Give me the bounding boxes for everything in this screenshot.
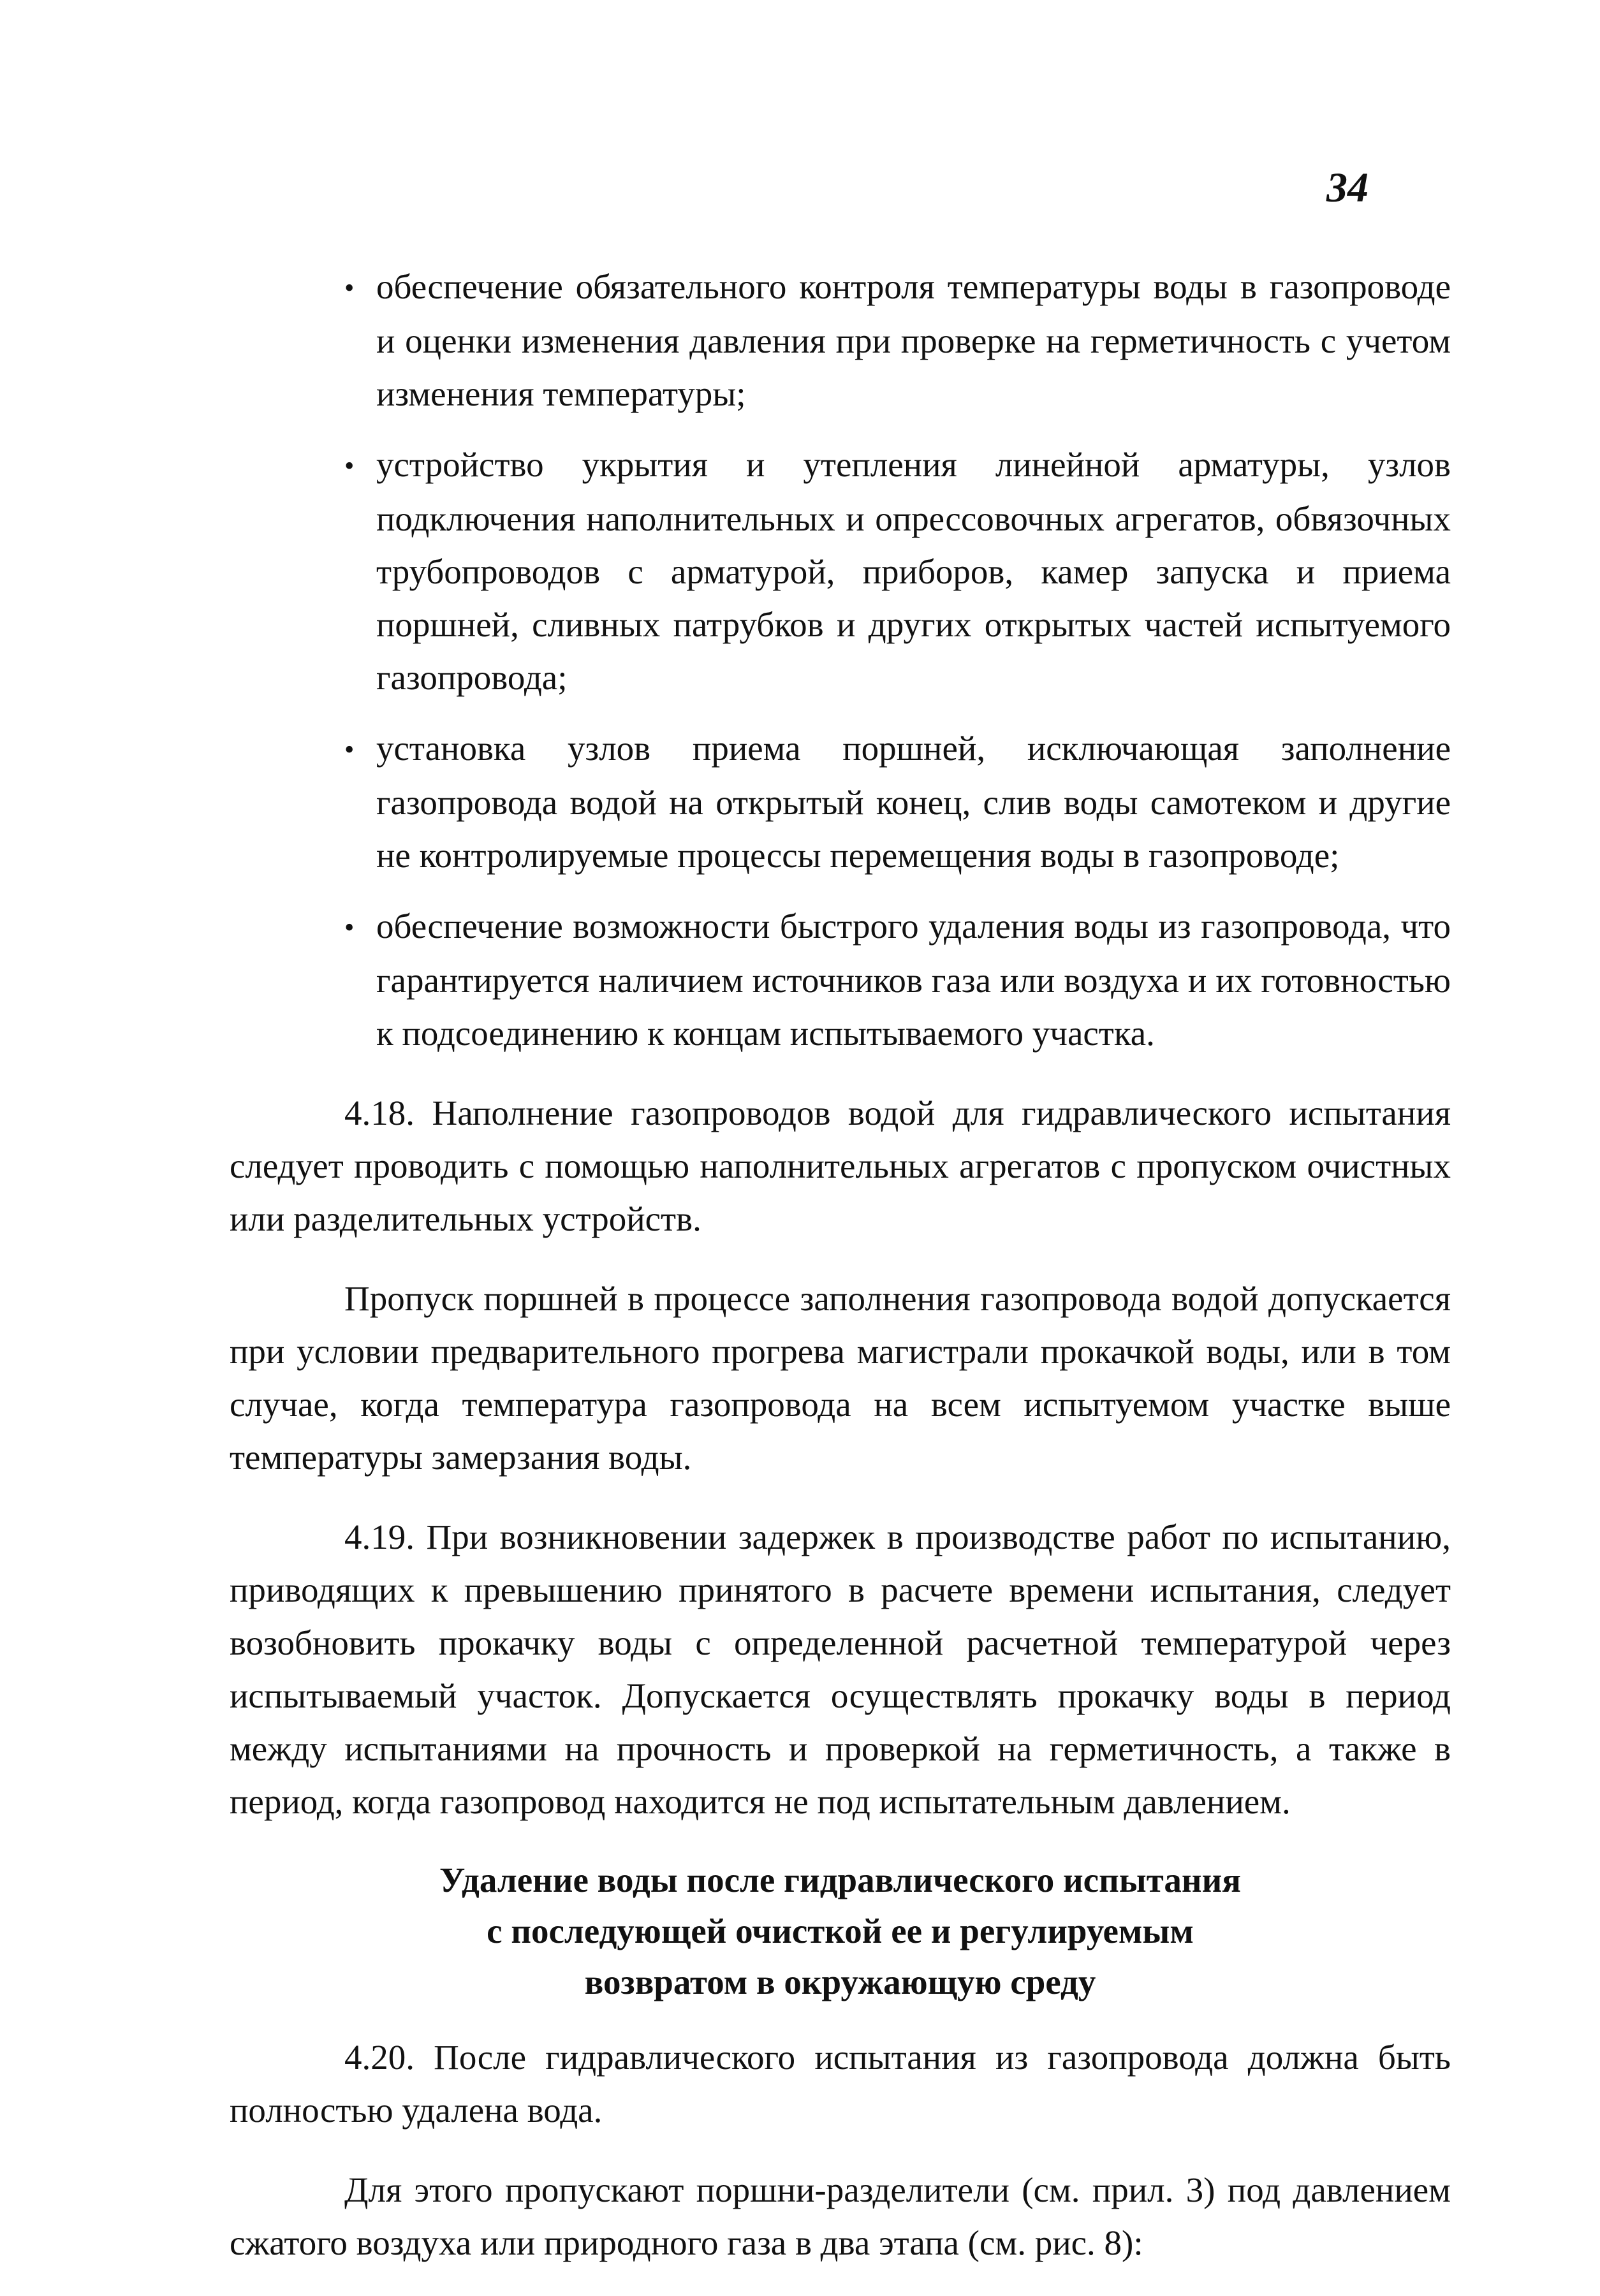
bullet-icon: • xyxy=(344,734,355,765)
bullet-icon: • xyxy=(344,450,355,481)
paragraph-method: Для этого пропускают поршни-разделители (см. прил. 3) под давлением сжатого воздуха или природного газа в два этапа (см. рис. 8): xyxy=(230,2170,1451,2262)
paragraph-4-20: 4.20. После гидравлического испытания из газопровода должна быть полностью удалена вода. xyxy=(230,2038,1451,2130)
section-heading xyxy=(230,1855,1451,2008)
heading-line: возвратом в окружающую среду xyxy=(584,1963,1096,2001)
paragraph-4-19: 4.19. При возникновении задержек в производстве работ по испытанию, приводящих к превышению принятого в расчете времени испытания, следует возобновить прокачку воды с определенной расчетной температурой через испытываемый участок. Допускается осуществлять прокачку воды в период между испытаниями на прочность и проверкой на герметичность, а также в период, когда газопровод находится не под испытательным давлением. xyxy=(230,1517,1451,1821)
heading-line: Удаление воды после гидравлического испытания xyxy=(439,1861,1242,1899)
list-item xyxy=(230,260,1451,420)
heading-line: с последующей очисткой ее и регулируемым xyxy=(487,1912,1194,1950)
list-item xyxy=(230,722,1451,882)
paragraph-piston-pass: Пропуск поршней в процессе заполнения газопровода водой допускается при условии предварительного прогрева магистрали прокачкой воды, или в том случае, когда температура газопровода на всем испытуемом участке выше температуры замерзания воды. xyxy=(230,1279,1451,1477)
page-number: 34 xyxy=(1326,165,1369,211)
list-item-text: устройство укрытия и утепления линейной арматуры, узлов подключения наполнительных и опрессовочных агрегатов, обвязочных трубопроводов с арматурой, приборов, камер запуска и приема поршней, сливных патрубков и других открытых частей испытуемого газопровода; xyxy=(376,445,1451,697)
paragraph-4-18: 4.18. Наполнение газопроводов водой для гидравлического испытания следует проводить с помощью наполнительных агрегатов с пропуском очистных или разделительных устройств. xyxy=(230,1093,1451,1238)
list-item-text: обеспечение обязательного контроля температуры воды в газопроводе и оценки изменения давления при проверке на герметичность с учетом изменения температуры; xyxy=(376,267,1451,413)
list-item-text: установка узлов приема поршней, исключающая заполнение газопровода водой на открытый конец, слив воды самотеком и другие не контролируемые процессы перемещения воды в газопроводе; xyxy=(376,729,1451,875)
document-body xyxy=(230,260,1451,2296)
list-item-text: обеспечение возможности быстрого удаления воды из газопровода, что гарантируется наличием источников газа или воздуха и их готовностью к подсоединению к концам испытываемого участка. xyxy=(376,907,1451,1053)
bullet-icon: • xyxy=(344,272,355,303)
requirements-list xyxy=(230,260,1451,1060)
list-item xyxy=(230,438,1451,704)
bullet-icon: • xyxy=(344,912,355,943)
list-item xyxy=(230,900,1451,1060)
